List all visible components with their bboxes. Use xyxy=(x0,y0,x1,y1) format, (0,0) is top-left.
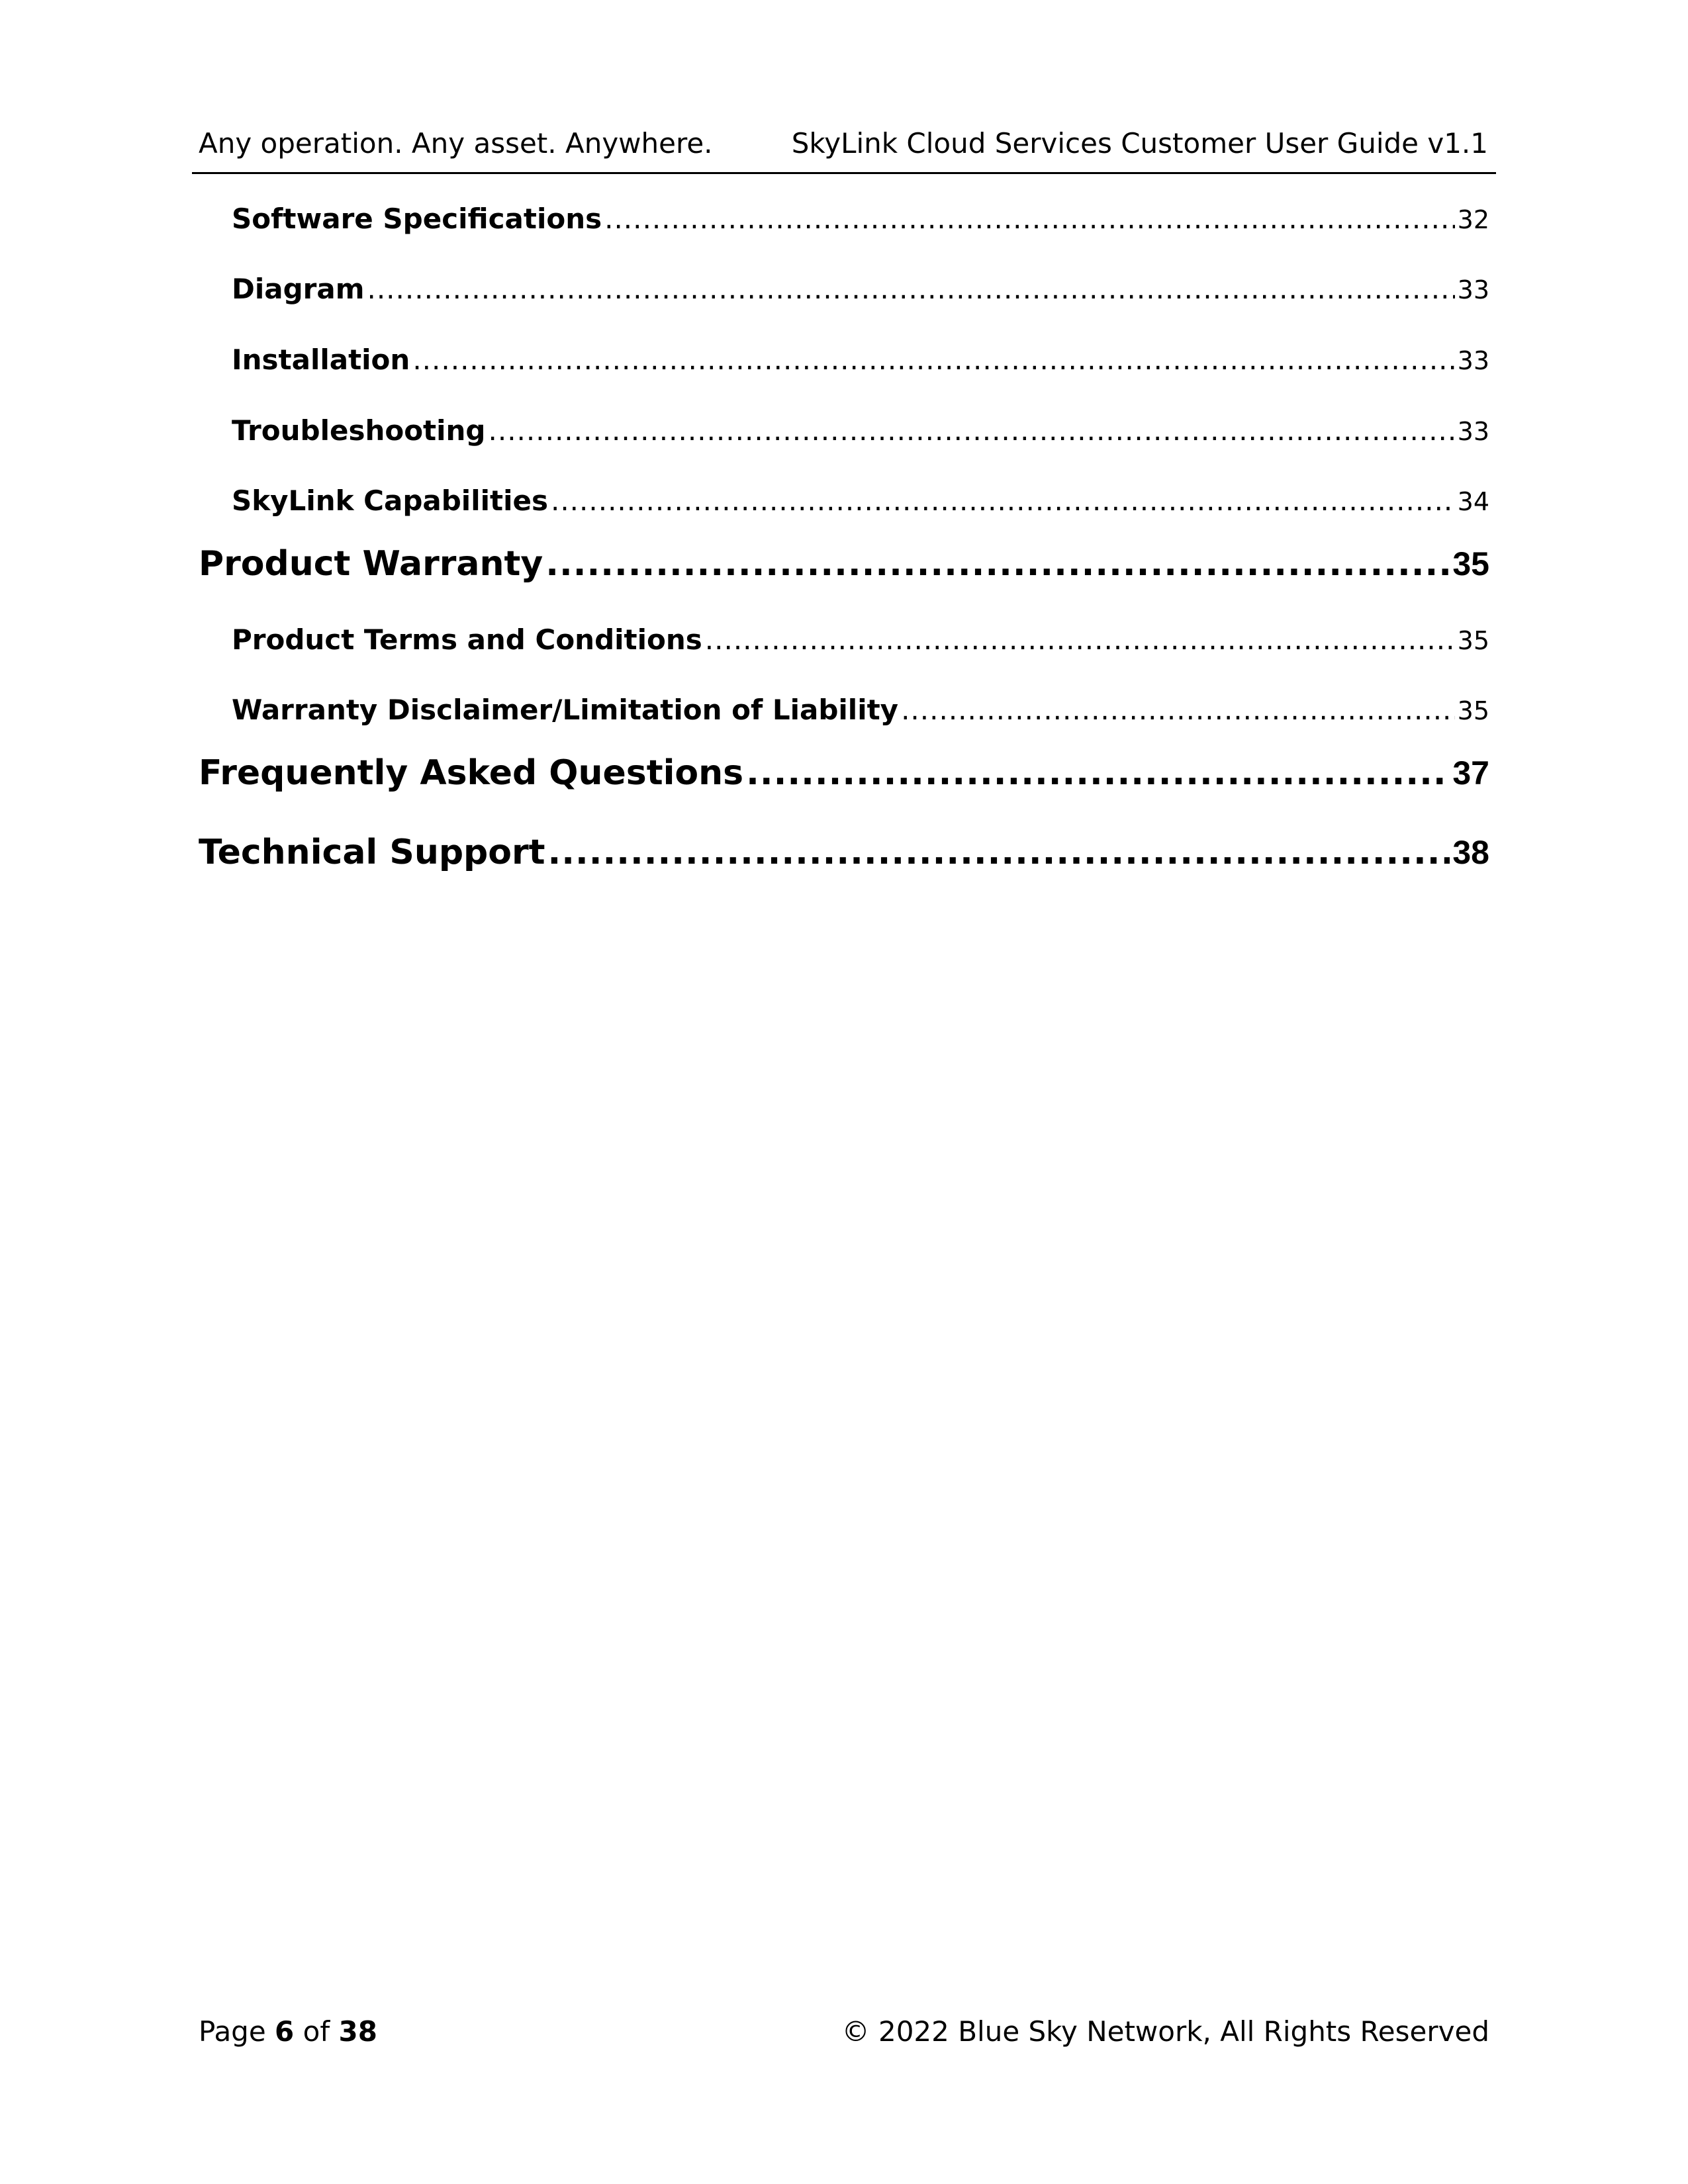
toc-entry-title: Troubleshooting xyxy=(232,414,486,447)
toc-dot-leader xyxy=(489,414,1455,447)
toc-entry-title: Software Specifications xyxy=(232,203,602,235)
page-number xyxy=(199,2015,377,2048)
toc-entry-title: Installation xyxy=(232,343,410,376)
toc-entry-page: 38 xyxy=(1452,834,1489,871)
toc-entry-diagram[interactable] xyxy=(232,273,1489,305)
toc-dot-leader xyxy=(901,694,1455,726)
toc-entry-page: 34 xyxy=(1457,487,1489,516)
of-word: of xyxy=(303,2015,330,2048)
toc-entry-faq[interactable] xyxy=(199,753,1489,793)
copyright-notice: © 2022 Blue Sky Network, All Rights Reserved xyxy=(841,2015,1489,2048)
toc-entry-page: 33 xyxy=(1457,417,1489,446)
toc-entry-page: 32 xyxy=(1457,205,1489,234)
current-page: 6 xyxy=(275,2015,295,2048)
toc-dot-leader xyxy=(551,484,1455,517)
toc-entry-warranty-disclaimer[interactable] xyxy=(232,694,1489,726)
page-header xyxy=(192,124,1496,174)
toc-entry-product-terms[interactable] xyxy=(232,623,1489,656)
toc-entry-installation[interactable] xyxy=(232,343,1489,376)
toc-entry-skylink-capabilities[interactable] xyxy=(232,484,1489,517)
toc-dot-leader xyxy=(604,203,1455,235)
toc-dot-leader xyxy=(412,343,1454,376)
toc-entry-page: 35 xyxy=(1457,626,1489,655)
total-pages: 38 xyxy=(338,2015,377,2048)
toc-entry-title: Technical Support xyxy=(199,833,545,872)
toc-dot-leader xyxy=(548,833,1450,872)
toc-entry-technical-support[interactable] xyxy=(199,833,1489,872)
toc-entry-title: Product Terms and Conditions xyxy=(232,623,702,656)
toc-entry-software-specifications[interactable] xyxy=(232,203,1489,235)
toc-entry-page: 37 xyxy=(1452,754,1489,792)
toc-entry-troubleshooting[interactable] xyxy=(232,414,1489,447)
toc-entry-title: Warranty Disclaimer/Limitation of Liability xyxy=(232,694,899,726)
toc-entry-page: 35 xyxy=(1452,545,1489,582)
toc-entry-page: 33 xyxy=(1457,346,1489,375)
page-prefix: Page xyxy=(199,2015,266,2048)
toc-dot-leader xyxy=(545,544,1450,584)
toc-dot-leader xyxy=(705,623,1455,656)
header-doc-title: SkyLink Cloud Services Customer User Guide v1.1 xyxy=(791,127,1488,159)
toc-dot-leader xyxy=(367,273,1454,305)
header-tagline: Any operation. Any asset. Anywhere. xyxy=(199,127,713,159)
toc-dot-leader xyxy=(746,753,1450,793)
toc-entry-title: SkyLink Capabilities xyxy=(232,484,548,517)
toc-entry-title: Product Warranty xyxy=(199,544,543,584)
toc-entry-page: 33 xyxy=(1457,275,1489,304)
toc-entry-page: 35 xyxy=(1457,696,1489,725)
toc-entry-title: Diagram xyxy=(232,273,365,305)
toc-entry-title: Frequently Asked Questions xyxy=(199,753,744,793)
toc-entry-product-warranty[interactable] xyxy=(199,544,1489,584)
